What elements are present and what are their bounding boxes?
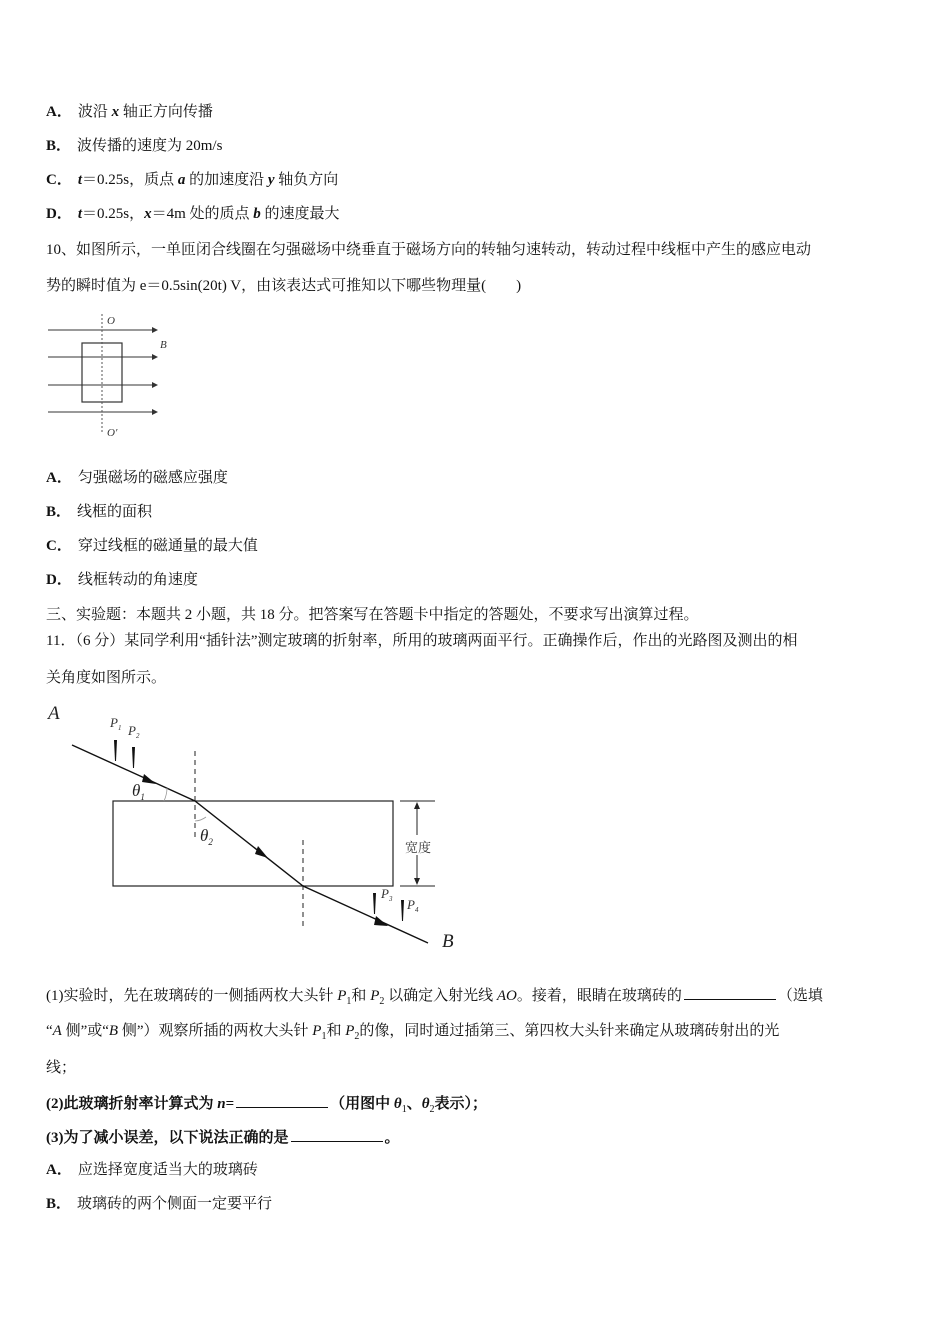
answer-blank-3[interactable] bbox=[291, 1127, 383, 1142]
q10-stem-line2: 势的瞬时值为 e＝0.5sin(20t) V，由该表达式可推知以下哪些物理量( ) bbox=[46, 278, 522, 294]
q9-option-b: B． 波传播的速度为 20m/s bbox=[46, 138, 223, 154]
q11-part2: (2)此玻璃折射率计算式为 n= （用图中 $\theta_1$、$\theta_2$表示）； bbox=[46, 1093, 487, 1120]
width-label: 宽度 bbox=[405, 840, 432, 855]
q9-option-a: A． 波沿 x 轴正方向传播 bbox=[46, 104, 213, 120]
q11-stem-line1: 11．（6 分）某同学利用“插针法”测定玻璃的折射率，所用的玻璃两面平行。正确操作后，作出的光路图及测出的相 bbox=[46, 633, 798, 649]
answer-blank-2[interactable] bbox=[236, 1093, 328, 1108]
q11-refraction-figure bbox=[40, 695, 480, 960]
pin-p1 bbox=[114, 740, 117, 761]
q11-option-b: B． 玻璃砖的两个侧面一定要平行 bbox=[46, 1196, 273, 1212]
p4-label: $P_4$ bbox=[407, 897, 419, 914]
label-a: A bbox=[48, 703, 60, 724]
p1-label: $P_1$ bbox=[110, 715, 122, 732]
q10-option-a: A． 匀强磁场的磁感应强度 bbox=[46, 470, 228, 486]
q10-stem-line1: 10、如图所示，一单匝闭合线圈在匀强磁场中绕垂直于磁场方向的转轴匀速转动，转动过程中线框中产生的感应电动 bbox=[46, 242, 812, 258]
q11-part1-line2: “A 侧”或“B 侧”）观察所插的两枚大头针 $P_1$和 $P_2$的像，同时通过插第三、第四枚大头针来确定从玻璃砖射出的光 bbox=[46, 1023, 780, 1042]
q10-option-b: B． 线框的面积 bbox=[46, 504, 153, 520]
q10-coil-figure bbox=[44, 310, 184, 440]
glass-block bbox=[113, 801, 393, 886]
axis-label-o: O bbox=[107, 315, 115, 327]
q9-option-d: D． t＝0.25s，x＝4m 处的质点 b 的速度最大 bbox=[46, 206, 340, 222]
label-b: B bbox=[442, 931, 454, 952]
q11-option-a: A． 应选择宽度适当大的玻璃砖 bbox=[46, 1162, 258, 1178]
theta1-label: $\theta_1$ bbox=[132, 781, 145, 802]
q11-part3: (3)为了减小误差，以下说法正确的是 。 bbox=[46, 1127, 400, 1148]
q9-option-c: C． t＝0.25s，质点 a 的加速度沿 y 轴负方向 bbox=[46, 172, 339, 188]
q10-option-c: C． 穿过线框的磁通量的最大值 bbox=[46, 538, 258, 554]
q11-part1-line1: (1)实验时，先在玻璃砖的一侧插两枚大头针 $P_1$和 $P_2$ 以确定入射光线 AO。接着，眼睛在玻璃砖的 （选填 bbox=[46, 985, 823, 1012]
field-label-b: B bbox=[160, 339, 167, 351]
pin-p2 bbox=[132, 747, 135, 768]
q11-stem-line2: 关角度如图所示。 bbox=[46, 670, 167, 686]
q11-part1-line3: 线； bbox=[46, 1060, 77, 1076]
p3-label: $P_3$ bbox=[381, 886, 393, 903]
pin-p4 bbox=[401, 900, 404, 921]
pin-p3 bbox=[373, 893, 376, 914]
q10-option-d: D． 线框转动的角速度 bbox=[46, 572, 198, 588]
answer-blank-1[interactable] bbox=[684, 985, 776, 1000]
section-3-header: 三、实验题：本题共 2 小题，共 18 分。把答案写在答题卡中指定的答题处，不要求写出演算过程。 bbox=[46, 607, 699, 623]
theta2-label: $\theta_2$ bbox=[200, 826, 213, 847]
p2-label: $P_2$ bbox=[128, 723, 140, 740]
axis-label-o-prime: O′ bbox=[107, 427, 118, 439]
